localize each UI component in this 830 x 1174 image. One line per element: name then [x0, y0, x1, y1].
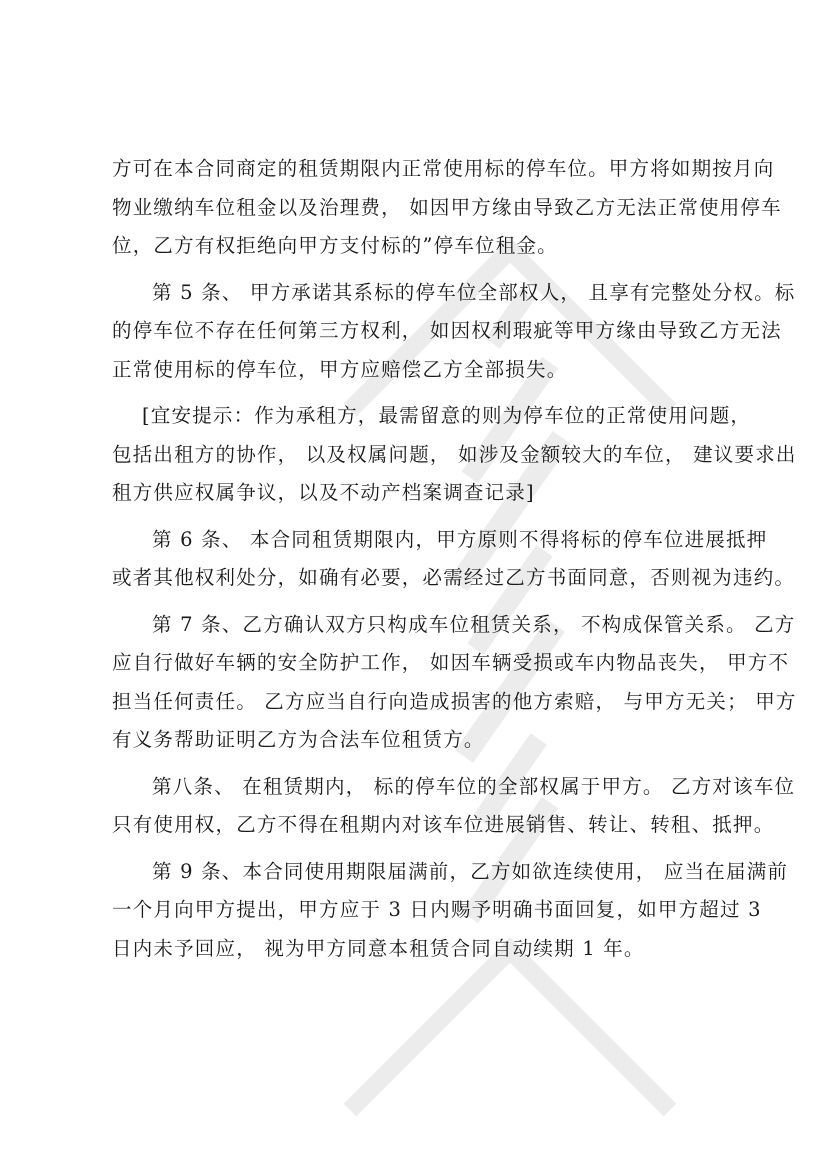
text-line: 方可在本合同商定的租赁期限内正常使用标的停车位。甲方将如期按月向 [112, 157, 775, 180]
text-line: 担当任何责任。 乙方应当自行向造成损害的他方索赔， 与甲方无关； 甲方 [112, 689, 797, 713]
text-line: 位，乙方有权拒绝向甲方支付标的”停车位租金。 [112, 234, 558, 257]
text-line: 第 9 条、本合同使用期限届满前，乙方如欲连续使用， 应当在届满前 [152, 859, 789, 883]
text-line: 物业缴纳车位租金以及治理费， 如因甲方缘由导致乙方无法正常使用停车 [112, 195, 782, 219]
paragraph-article-9 [112, 853, 789, 969]
paragraph-article-5 [112, 274, 796, 390]
text-line: 有义务帮助证明乙方为合法车位租赁方。 [112, 728, 485, 751]
text-line: 第 5 条、 甲方承诺其系标的停车位全部权人， 且享有完整处分权。标 [152, 280, 796, 304]
paragraph-article-7 [112, 606, 797, 760]
text-line: 正常使用标的停车位，甲方应赔偿乙方全部损失。 [112, 357, 568, 381]
text-line: 应自行做好车辆的安全防护工作， 如因车辆受损或车内物品丧失， 甲方不 [112, 651, 790, 674]
contract-body [112, 150, 797, 968]
text-line: 日内未予回应， 视为甲方同意本租赁合同自动续期 1 年。 [112, 936, 645, 960]
text-line: 只有使用权，乙方不得在租期内对该车位进展销售、转让、转租、抵押。 [112, 813, 775, 836]
text-line: 一个月向甲方提出，甲方应于 3 日内赐予明确书面回复，如甲方超过 3 [112, 898, 762, 921]
text-line: 的停车位不存在任何第三方权利， 如因权利瑕疵等甲方缘由导致乙方无法 [112, 319, 782, 342]
paragraph-continuation [112, 150, 782, 266]
text-line: 包括出租方的协作， 以及权属问题， 如涉及金额较大的车位， 建议要求出 [112, 442, 797, 466]
text-line: 或者其他权利处分，如确有必要，必需经过乙方书面同意，否则视为违约。 [112, 566, 796, 589]
text-line: 第 7 条、乙方确认双方只构成车位租赁关系， 不构成保管关系。 乙方 [152, 612, 796, 636]
paragraph-article-6 [112, 521, 796, 598]
text-line: 第 6 条、 本合同租赁期限内，甲方原则不得将标的停车位进展抵押 [152, 527, 768, 551]
paragraph-article-8 [112, 768, 796, 845]
text-line: [宜安提示：作为承租方，最需留意的则为停车位的正常使用问题， [142, 404, 752, 427]
text-line: 第八条、 在租赁期内， 标的停车位的全部权属于甲方。 乙方对该车位 [152, 774, 796, 798]
text-line: 租方供应权属争议，以及不动产档案调查记录] [112, 481, 535, 504]
paragraph-tip-note [112, 397, 797, 513]
